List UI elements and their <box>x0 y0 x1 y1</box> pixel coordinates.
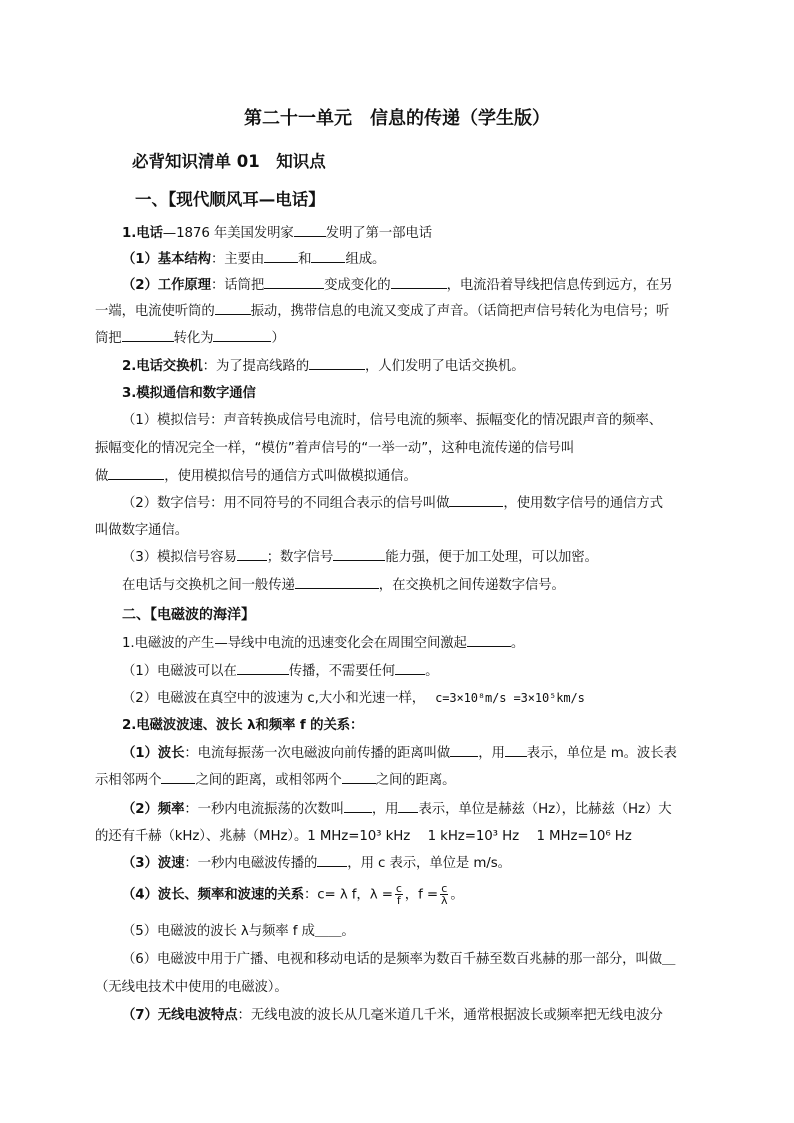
fill-blank[interactable] <box>237 548 267 561</box>
speed-formula: c=3×10⁸m/s =3×10⁵km/s <box>435 691 585 705</box>
text-line: 示相邻两个 之间的距离，或相邻两个 之间的距离。 <box>95 773 456 788</box>
page-title: 第二十一单元 信息的传递（学生版） <box>244 108 550 129</box>
term-label: （1）基本结构 <box>122 252 211 267</box>
term-label: （7）无线电波特点 <box>122 1008 238 1023</box>
text-line: （2）工作原理：话筒把 变成变化的 ，电流沿着导线把信息传到远方，在另 <box>122 278 673 293</box>
term-label: 1.电话 <box>122 226 163 241</box>
term-label: （2）工作原理 <box>122 278 211 293</box>
section-heading-1: 一、【现代顺风耳—电话】 <box>135 190 325 209</box>
text-line: （3）波速：一秒内电磁波传播的 ，用 c 表示，单位是 m/s。 <box>122 856 511 871</box>
text-line: 做 ，使用模拟信号的通信方式叫做模拟通信。 <box>95 469 417 484</box>
text-line: （5）电磁波的波长 λ与频率 f 成＿＿。 <box>122 924 355 939</box>
text-line: 2.电话交换机：为了提高线路的 ，人们发明了电话交换机。 <box>122 359 525 374</box>
fill-blank[interactable] <box>122 329 174 342</box>
fill-blank[interactable] <box>450 744 478 757</box>
fill-blank[interactable] <box>108 467 164 480</box>
term-label: 2.电磁波波速、波长 λ和频率 f 的关系： <box>122 718 364 733</box>
page-subtitle: 必背知识清单 01 知识点 <box>132 152 326 171</box>
term-label: （3）波速 <box>122 856 185 871</box>
fill-blank[interactable] <box>317 854 347 867</box>
text-line: （4）波长、频率和波速的关系：c= λ f，λ = $\frac{c}{f}$ ，f = $\frac{c}{\lambda}$ 。 <box>122 882 464 907</box>
text-line: 1.电磁波的产生—导线中电流的迅速变化会在周围空间激起 。 <box>122 636 525 651</box>
text-line: （6）电磁波中用于广播、电视和移动电话的是频率为数百千赫至数百兆赫的那一部分，叫做＿ <box>122 952 676 967</box>
text-line: （1）基本结构：主要由 和 组成。 <box>122 252 386 267</box>
fill-blank[interactable] <box>505 744 527 757</box>
fill-blank[interactable] <box>294 224 326 237</box>
term-label: 2.电话交换机 <box>122 359 203 374</box>
fill-blank[interactable] <box>391 276 447 289</box>
fill-blank[interactable] <box>309 357 365 370</box>
text-line: 一端，电流使听筒的 振动，携带信息的电流又变成了声音。（话筒把声信号转化为电信号；听 <box>95 304 670 319</box>
text-line: 筒把 转化为 ） <box>95 331 285 346</box>
section-heading-2: 二、【电磁波的海洋】 <box>122 607 255 623</box>
fill-blank[interactable] <box>344 800 372 813</box>
text-line: （2）频率：一秒内电流振荡的次数叫 ，用 表示，单位是赫兹（Hz），比赫兹（Hz）大 <box>122 802 672 817</box>
fill-blank[interactable] <box>215 302 251 315</box>
text-line: （2）电磁波在真空中的波速为 c,大小和光速一样， c=3×10⁸m/s =3×10⁵km/s <box>122 691 585 706</box>
term-label: （4）波长、频率和波速的关系 <box>122 887 304 903</box>
fill-blank[interactable] <box>264 276 324 289</box>
fill-blank[interactable] <box>395 662 425 675</box>
text-line: （3）模拟信号容易 ；数字信号 能力强，便于加工处理，可以加密。 <box>122 550 598 565</box>
fill-blank[interactable] <box>311 250 345 263</box>
fraction-c-over-f: $\frac{c}{f}$ <box>395 882 402 907</box>
term-label: （2）频率 <box>122 802 185 817</box>
text-line <box>122 714 732 733</box>
text-line: 在电话与交换机之间一般传递 ，在交换机之间传递数字信号。 <box>122 578 565 593</box>
text-line: （7）无线电波特点：无线电波的波长从几毫米道几千米，通常根据波长或频率把无线电波分 <box>122 1008 663 1023</box>
text-line: 叫做数字通信。 <box>95 523 189 538</box>
fill-blank[interactable] <box>295 576 379 589</box>
term-label: 3.模拟通信和数字通信 <box>122 386 256 401</box>
text-line: 振幅变化的情况完全一样，“模仿”着声信号的“一举一动”，这种电流传递的信号叫 <box>95 441 575 456</box>
text-line: （无线电技术中使用的电磁波）。 <box>95 980 288 995</box>
fill-blank[interactable] <box>161 771 195 784</box>
fraction-c-over-lambda: $\frac{c}{\lambda}$ <box>440 882 448 907</box>
fill-blank[interactable] <box>237 662 289 675</box>
text-line: （1）波长：电流每振荡一次电磁波向前传播的距离叫做 ，用 表示，单位是 m。波长表 <box>122 746 677 761</box>
term-label: （1）波长 <box>122 746 185 761</box>
fill-blank[interactable] <box>398 800 418 813</box>
text-line: （1）模拟信号：声音转换成信号电流时，信号电流的频率、振幅变化的情况跟声音的频率、 <box>122 413 663 428</box>
fill-blank[interactable] <box>264 250 298 263</box>
text-line <box>122 382 732 401</box>
text-line: （2）数字信号：用不同符号的不同组合表示的信号叫做 ，使用数字信号的通信方式 <box>122 496 663 511</box>
text-line: 的还有千赫（kHz）、兆赫（MHz）。1 MHz=10³ kHz 1 kHz=10³ Hz 1 MHz=10⁶ Hz <box>95 829 632 844</box>
text-line: 1.电话—1876 年美国发明家 发明了第一部电话 <box>122 226 432 241</box>
fill-blank[interactable] <box>342 771 376 784</box>
fill-blank[interactable] <box>213 329 271 342</box>
fill-blank[interactable] <box>333 548 385 561</box>
fill-blank[interactable] <box>467 634 511 647</box>
fill-blank[interactable] <box>449 494 503 507</box>
text-line: （1）电磁波可以在 传播，不需要任何 。 <box>122 664 439 679</box>
